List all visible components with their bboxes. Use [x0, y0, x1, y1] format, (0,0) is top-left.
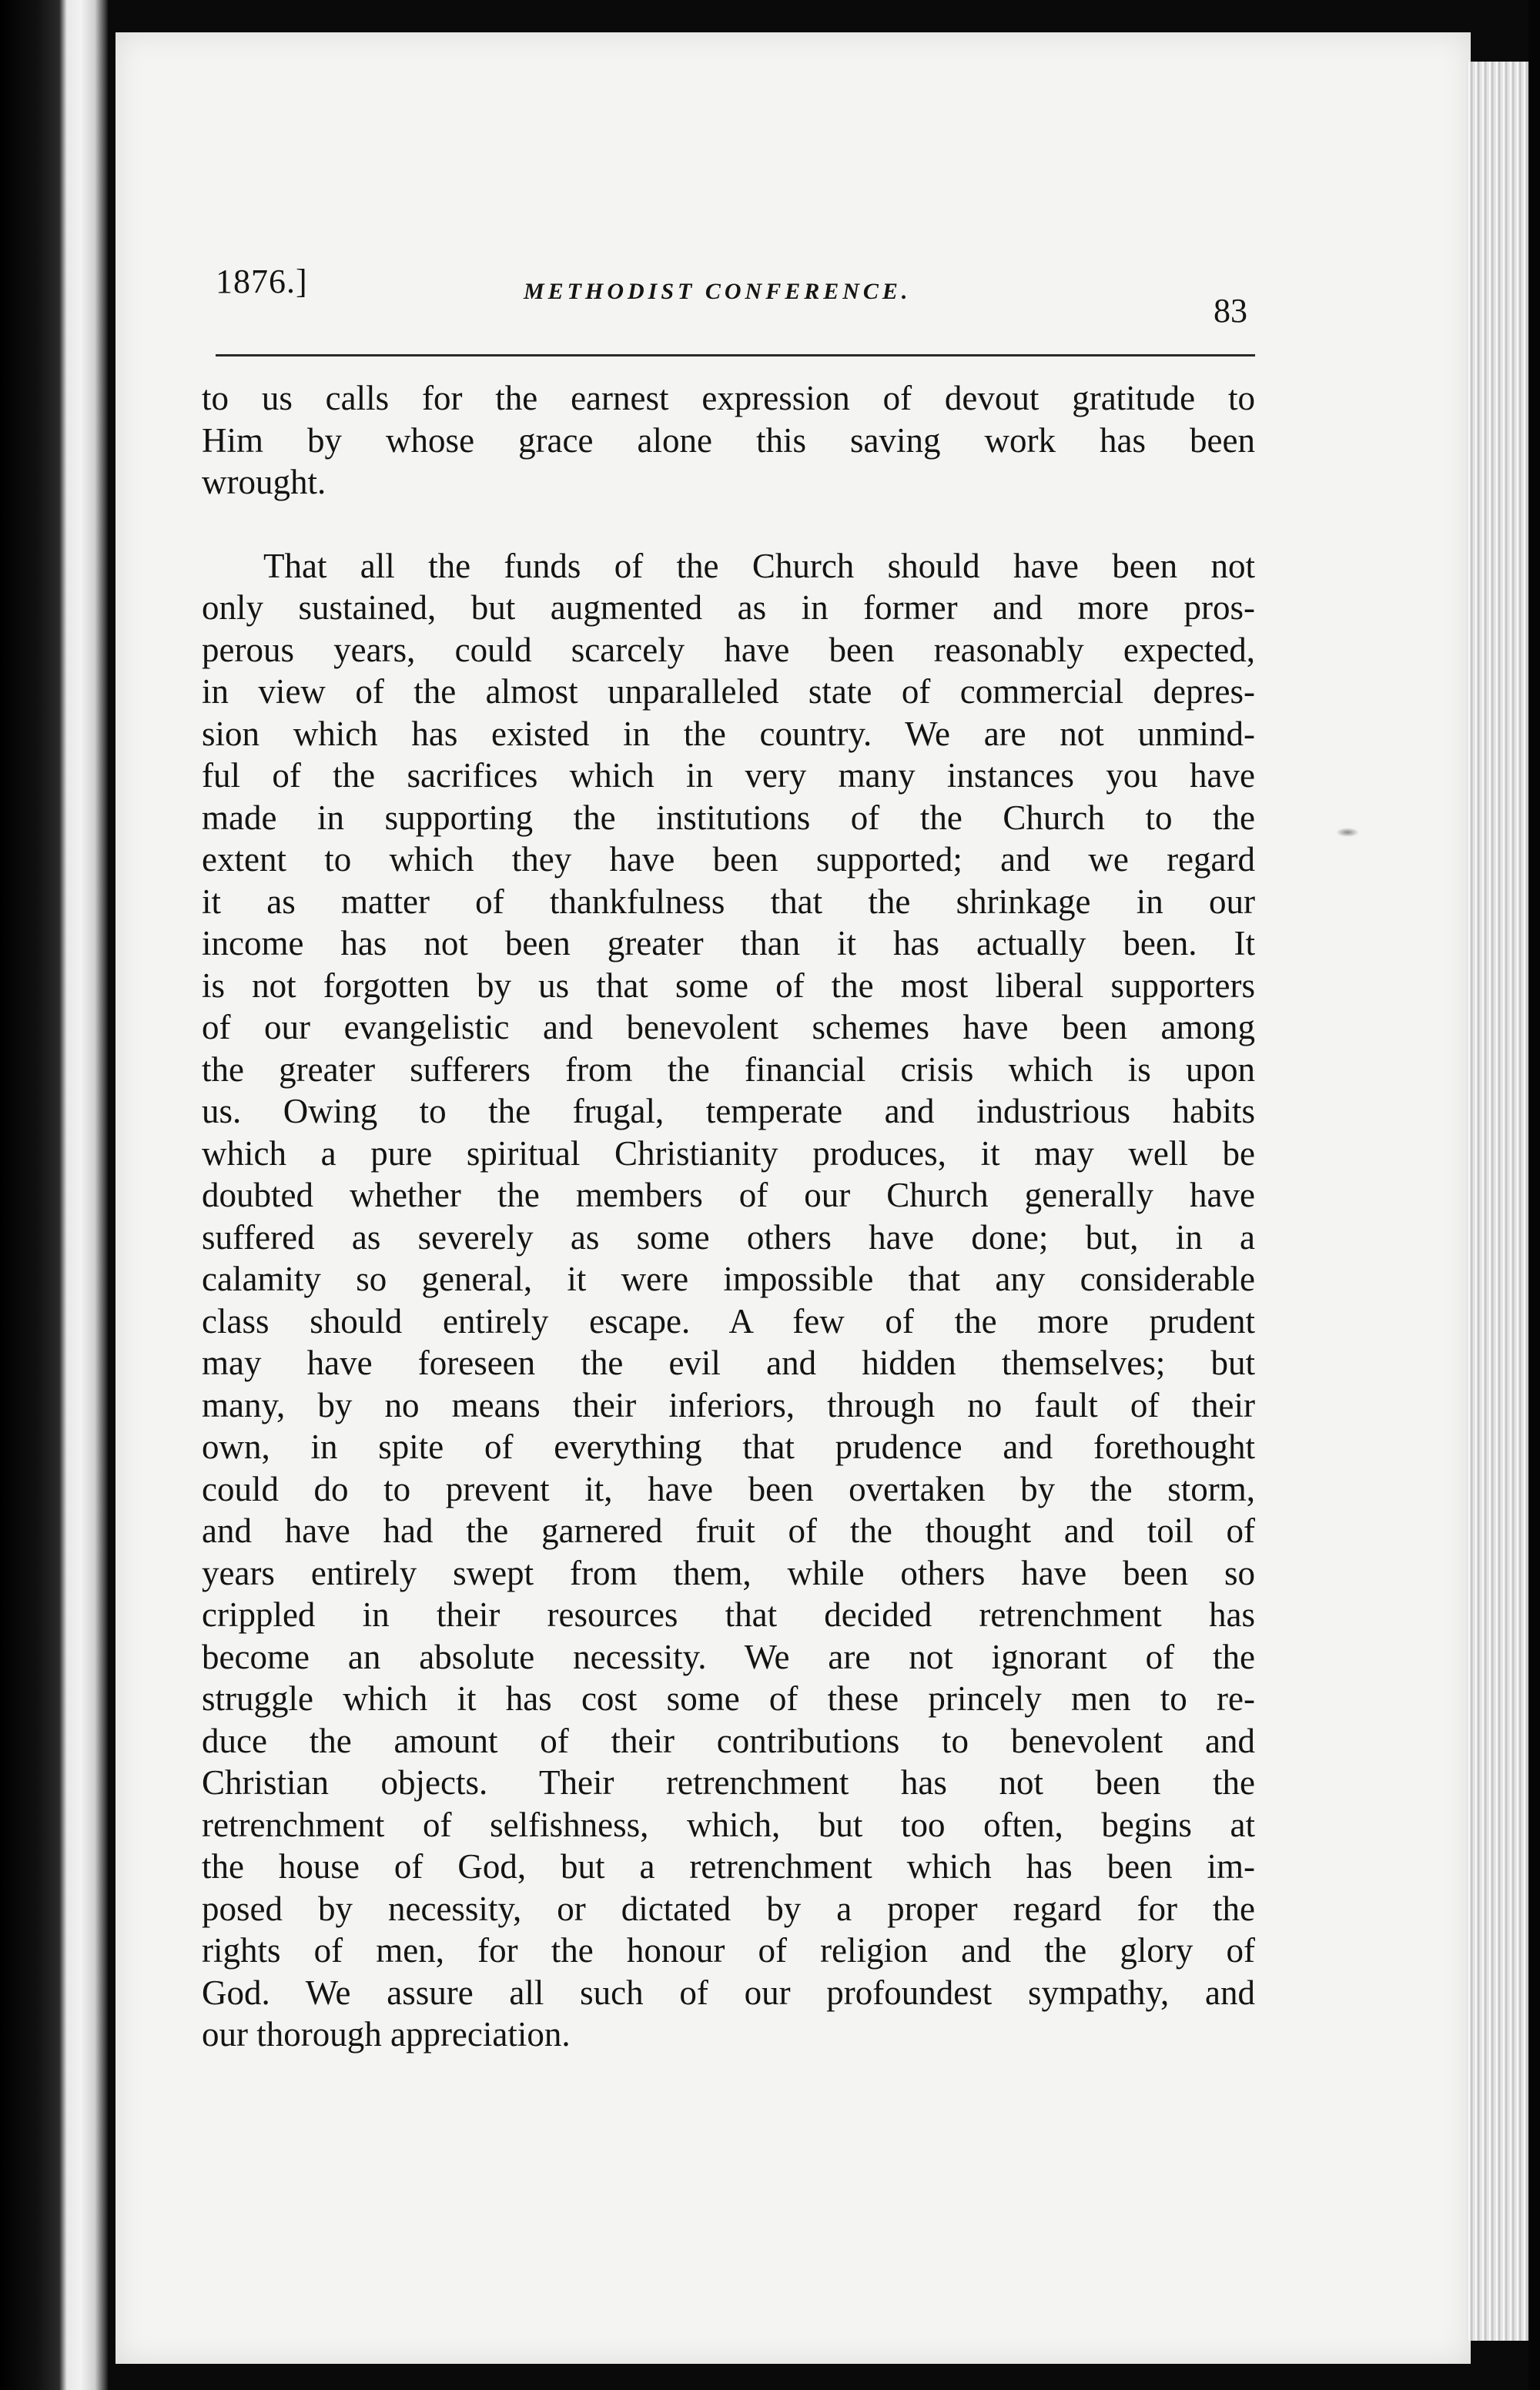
paragraph-2	[202, 545, 1255, 2056]
text-line: made in supporting the institutions of the Church to the	[202, 798, 1255, 837]
page-number: 83	[1214, 292, 1247, 330]
text-line: suffered as severely as some others have done; but, in a	[202, 1217, 1255, 1257]
body-text	[202, 377, 1255, 2056]
text-line: could do to prevent it, have been overtaken by the storm,	[202, 1469, 1255, 1508]
text-line: posed by necessity, or dictated by a proper regard for the	[202, 1889, 1255, 1928]
text-line: rights of men, for the honour of religion and the glory of	[202, 1931, 1255, 1970]
text-line: doubted whether the members of our Church generally have	[202, 1176, 1255, 1214]
text-line: income has not been greater than it has actually been. It	[202, 924, 1255, 962]
text-line: calamity so general, it were impossible that any considerable	[202, 1260, 1255, 1298]
left-page-binding-edge	[0, 0, 108, 2390]
text-line: sion which has existed in the country. We are not unmind-	[202, 714, 1255, 753]
scan-border-right	[1528, 0, 1540, 2390]
text-line: the house of God, but a retrenchment which has been im-	[202, 1847, 1255, 1886]
text-line: retrenchment of selfishness, which, but too often, begins at	[202, 1805, 1255, 1844]
text-line: many, by no means their inferiors, through no fault of their	[202, 1385, 1255, 1424]
paragraph-1	[202, 377, 1255, 504]
text-line: it as matter of thankfulness that the shrinkage in our	[202, 882, 1255, 921]
text-line: duce the amount of their contributions to benevolent and	[202, 1721, 1255, 1760]
header-year: 1876.]	[216, 263, 308, 300]
text-line: God. We assure all such of our profoundest sympathy, and	[202, 1973, 1255, 2012]
text-line: ful of the sacrifices which in very many instances you have	[202, 756, 1255, 795]
text-line: the greater sufferers from the financial crisis which is upon	[202, 1049, 1255, 1089]
text-line: perous years, could scarcely have been reasonably expected,	[202, 630, 1255, 669]
text-line: struggle which it has cost some of these princely men to re-	[202, 1679, 1255, 1718]
text-line: is not forgotten by us that some of the most liberal supporters	[202, 966, 1255, 1005]
text-line: only sustained, but augmented as in former and more pros-	[202, 588, 1255, 627]
text-line: extent to which they have been supported; and we regard	[202, 840, 1255, 879]
text-line: of our evangelistic and benevolent schemes have been among	[202, 1008, 1255, 1046]
text-line: own, in spite of everything that prudence and forethought	[202, 1428, 1255, 1466]
text-line: crippled in their resources that decided retrenchment has	[202, 1595, 1255, 1634]
text-line: Him by whose grace alone this saving work has been	[202, 420, 1255, 460]
text-line: us. Owing to the frugal, temperate and industrious habits	[202, 1092, 1255, 1130]
text-line: and have had the garnered fruit of the thought and toil of	[202, 1511, 1255, 1550]
text-line: become an absolute necessity. We are not ignorant of the	[202, 1637, 1255, 1676]
text-line: wrought.	[202, 463, 326, 501]
text-line: our thorough appreciation.	[202, 2015, 571, 2054]
text-line: That all the funds of the Church should have been not	[263, 546, 1255, 585]
ink-smudge	[1336, 828, 1359, 837]
header-title: METHODIST CONFERENCE.	[524, 279, 912, 304]
text-line: may have foreseen the evil and hidden themselves; but	[202, 1344, 1255, 1382]
text-line: in view of the almost unparalleled state of commercial depres-	[202, 672, 1255, 711]
text-line: to us calls for the earnest expression of devout gratitude to	[202, 379, 1255, 417]
running-header	[216, 262, 1247, 331]
text-line: Christian objects. Their retrenchment has not been the	[202, 1763, 1255, 1802]
text-line: years entirely swept from them, while others have been so	[202, 1553, 1255, 1592]
header-rule	[216, 354, 1255, 356]
text-line: which a pure spiritual Christianity produces, it may well be	[202, 1133, 1255, 1173]
text-line: class should entirely escape. A few of the more prudent	[202, 1301, 1255, 1341]
